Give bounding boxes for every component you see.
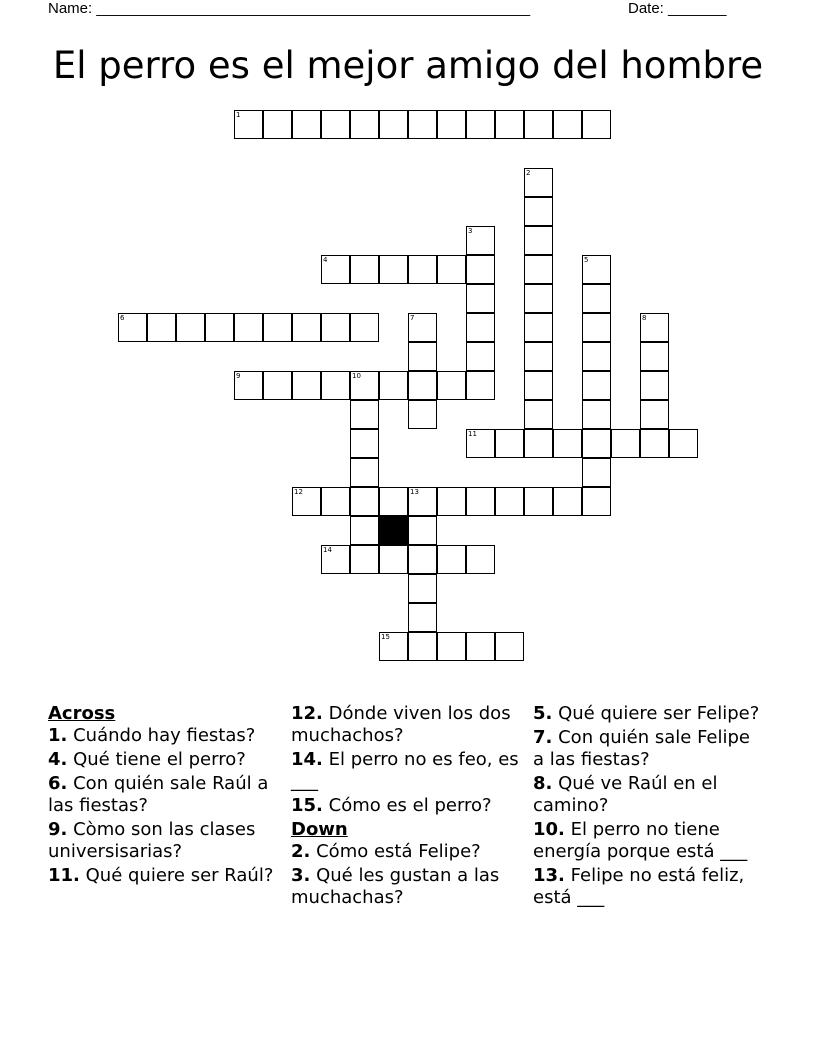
clue-across-4 (48, 749, 278, 771)
across-heading: Across (48, 703, 116, 724)
grid-cell[interactable] (669, 429, 698, 458)
clue-column-2 (291, 703, 526, 911)
grid-cell[interactable] (292, 487, 321, 516)
grid-cell[interactable] (582, 255, 611, 284)
grid-cell[interactable] (524, 110, 553, 139)
grid-cell[interactable] (292, 371, 321, 400)
clue-column-1 (48, 703, 278, 889)
clue-text: Con quién sale Felipe a las fiestas? (533, 727, 751, 770)
grid-cell[interactable] (524, 400, 553, 429)
clue-number: 2. (291, 841, 311, 862)
grid-cell[interactable] (524, 487, 553, 516)
clue-down-3 (291, 865, 526, 909)
grid-cell[interactable] (640, 371, 669, 400)
clue-text: Con quién sale Raúl a las fiestas? (48, 773, 269, 816)
grid-cell[interactable] (524, 371, 553, 400)
grid-cell[interactable] (408, 516, 437, 545)
grid-cell[interactable] (118, 313, 147, 342)
clue-number: 14. (291, 749, 323, 770)
clue-down-7 (533, 727, 763, 771)
clue-text: Cuándo hay fiestas? (73, 725, 256, 746)
clue-across-12 (291, 703, 526, 747)
grid-cell[interactable] (147, 313, 176, 342)
grid-cell[interactable] (524, 255, 553, 284)
cell-number: 11 (468, 430, 477, 438)
cell-number: 5 (584, 256, 589, 264)
cell-number: 14 (323, 546, 332, 554)
clue-down-10 (533, 819, 763, 863)
grid-cell[interactable] (379, 545, 408, 574)
cell-number: 7 (410, 314, 415, 322)
grid-cell[interactable] (466, 255, 495, 284)
grid-cell[interactable] (408, 400, 437, 429)
grid-cell[interactable] (437, 255, 466, 284)
grid-cell[interactable] (553, 429, 582, 458)
clue-number: 10. (533, 819, 565, 840)
grid-cell[interactable] (524, 226, 553, 255)
cell-number: 9 (236, 372, 241, 380)
grid-cell[interactable] (321, 545, 350, 574)
grid-cell[interactable] (263, 110, 292, 139)
grid-cell[interactable] (640, 313, 669, 342)
clue-text: El perro no es feo, es ___ (291, 749, 519, 792)
clue-number: 5. (533, 703, 553, 724)
cell-number: 6 (120, 314, 125, 322)
grid-cell[interactable] (466, 545, 495, 574)
grid-cell[interactable] (292, 110, 321, 139)
grid-cell[interactable] (321, 110, 350, 139)
grid-cell[interactable] (553, 110, 582, 139)
grid-cell[interactable] (582, 313, 611, 342)
clue-number: 6. (48, 773, 68, 794)
clue-across-6 (48, 773, 278, 817)
grid-cell[interactable] (437, 545, 466, 574)
clue-number: 9. (48, 819, 68, 840)
grid-cell[interactable] (553, 487, 582, 516)
grid-cell[interactable] (321, 255, 350, 284)
grid-cell[interactable] (379, 371, 408, 400)
grid-cell[interactable] (582, 400, 611, 429)
grid-cell[interactable] (379, 632, 408, 661)
cell-number: 1 (236, 111, 241, 119)
grid-cell[interactable] (640, 342, 669, 371)
grid-cell[interactable] (350, 429, 379, 458)
date-field-label: Date: _______ (628, 0, 727, 17)
grid-cell[interactable] (263, 371, 292, 400)
grid-cell[interactable] (524, 168, 553, 197)
clue-across-1 (48, 725, 278, 747)
clue-down-8 (533, 773, 763, 817)
grid-cell[interactable] (408, 255, 437, 284)
cell-number: 3 (468, 227, 473, 235)
clue-text: Dónde viven los dos muchachos? (291, 703, 511, 746)
grid-cell[interactable] (582, 342, 611, 371)
grid-cell[interactable] (321, 313, 350, 342)
blocked-cell (379, 516, 408, 545)
grid-cell[interactable] (466, 313, 495, 342)
clue-number: 4. (48, 749, 68, 770)
clue-number: 7. (533, 727, 553, 748)
grid-cell[interactable] (408, 545, 437, 574)
grid-cell[interactable] (582, 487, 611, 516)
grid-cell[interactable] (466, 342, 495, 371)
cell-number: 15 (381, 633, 390, 641)
grid-cell[interactable] (234, 313, 263, 342)
grid-cell[interactable] (495, 429, 524, 458)
grid-cell[interactable] (466, 487, 495, 516)
clue-down-2 (291, 841, 526, 863)
grid-cell[interactable] (466, 632, 495, 661)
grid-cell[interactable] (350, 487, 379, 516)
clue-number: 12. (291, 703, 323, 724)
clue-text: Qué les gustan a las muchachas? (291, 865, 500, 908)
clue-text: Felipe no está feliz, está ___ (533, 865, 745, 908)
grid-cell[interactable] (524, 313, 553, 342)
grid-cell[interactable] (408, 371, 437, 400)
grid-cell[interactable] (408, 110, 437, 139)
grid-cell[interactable] (437, 371, 466, 400)
cell-number: 13 (410, 488, 419, 496)
grid-cell[interactable] (582, 429, 611, 458)
grid-cell[interactable] (495, 632, 524, 661)
clue-number: 13. (533, 865, 565, 886)
clue-number: 11. (48, 865, 80, 886)
cell-number: 8 (642, 314, 647, 322)
clue-across-11 (48, 865, 278, 887)
grid-cell[interactable] (524, 429, 553, 458)
grid-cell[interactable] (495, 110, 524, 139)
grid-cell[interactable] (321, 371, 350, 400)
grid-cell[interactable] (234, 110, 263, 139)
name-field-label: Name: ____________________________________________________ (48, 0, 531, 17)
clue-text: Cómo es el perro? (328, 795, 492, 816)
clue-column-3 (533, 703, 763, 911)
grid-cell[interactable] (408, 574, 437, 603)
grid-cell[interactable] (466, 226, 495, 255)
clue-text: El perro no tiene energía porque está ___ (533, 819, 748, 862)
grid-cell[interactable] (611, 429, 640, 458)
grid-cell[interactable] (379, 110, 408, 139)
clue-down-13 (533, 865, 763, 909)
grid-cell[interactable] (640, 429, 669, 458)
clue-number: 3. (291, 865, 311, 886)
page-title: El perro es el mejor amigo del hombre (52, 44, 764, 87)
grid-cell[interactable] (495, 487, 524, 516)
clue-text: Qué ve Raúl en el camino? (533, 773, 718, 816)
grid-cell[interactable] (437, 110, 466, 139)
grid-cell[interactable] (408, 313, 437, 342)
clue-number: 8. (533, 773, 553, 794)
down-heading: Down (291, 819, 348, 840)
grid-cell[interactable] (524, 197, 553, 226)
clue-text: Qué tiene el perro? (73, 749, 246, 770)
grid-cell[interactable] (205, 313, 234, 342)
grid-cell[interactable] (466, 284, 495, 313)
clue-down-5 (533, 703, 763, 725)
clue-text: Qué quiere ser Raúl? (85, 865, 274, 886)
grid-cell[interactable] (408, 487, 437, 516)
clue-across-9 (48, 819, 278, 863)
grid-cell[interactable] (263, 313, 292, 342)
grid-cell[interactable] (640, 400, 669, 429)
grid-cell[interactable] (466, 110, 495, 139)
clue-text: Cómo está Felipe? (316, 841, 481, 862)
cell-number: 12 (294, 488, 303, 496)
grid-cell[interactable] (408, 632, 437, 661)
grid-cell[interactable] (379, 255, 408, 284)
cell-number: 4 (323, 256, 328, 264)
grid-cell[interactable] (350, 458, 379, 487)
grid-cell[interactable] (524, 284, 553, 313)
clue-text: Qué quiere ser Felipe? (558, 703, 760, 724)
grid-cell[interactable] (350, 110, 379, 139)
grid-cell[interactable] (582, 458, 611, 487)
clue-number: 15. (291, 795, 323, 816)
cell-number: 2 (526, 169, 531, 177)
grid-cell[interactable] (582, 284, 611, 313)
grid-cell[interactable] (408, 603, 437, 632)
grid-cell[interactable] (437, 487, 466, 516)
grid-cell[interactable] (350, 400, 379, 429)
grid-cell[interactable] (350, 516, 379, 545)
clue-across-15 (291, 795, 526, 817)
grid-cell[interactable] (466, 429, 495, 458)
clue-number: 1. (48, 725, 68, 746)
grid-cell[interactable] (350, 313, 379, 342)
clue-across-14 (291, 749, 526, 793)
clue-text: Còmo son las clases universisarias? (48, 819, 256, 862)
grid-cell[interactable] (350, 255, 379, 284)
cell-number: 10 (352, 372, 361, 380)
grid-cell[interactable] (350, 545, 379, 574)
grid-cell[interactable] (466, 371, 495, 400)
grid-cell[interactable] (292, 313, 321, 342)
grid-cell[interactable] (234, 371, 263, 400)
grid-cell[interactable] (408, 342, 437, 371)
grid-cell[interactable] (582, 371, 611, 400)
grid-cell[interactable] (321, 487, 350, 516)
grid-cell[interactable] (176, 313, 205, 342)
grid-cell[interactable] (582, 110, 611, 139)
grid-cell[interactable] (350, 371, 379, 400)
grid-cell[interactable] (379, 487, 408, 516)
grid-cell[interactable] (524, 342, 553, 371)
grid-cell[interactable] (437, 632, 466, 661)
